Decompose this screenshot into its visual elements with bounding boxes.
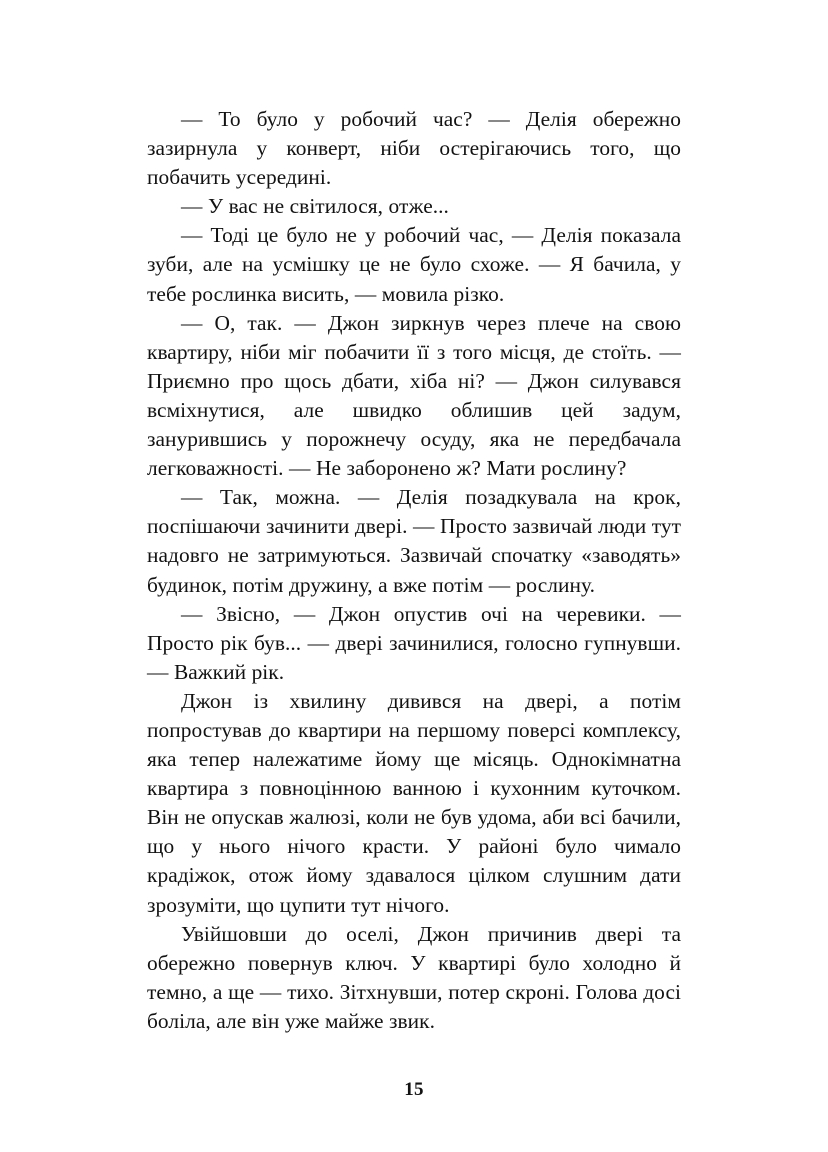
paragraph: Джон із хвилину дивився на двері, а потім попростував до квартири на першому поверсі комплексу, яка тепер належатиме йому ще місяць. Однокімнатна квартира з повноцінною ванною і кухонним куточком. Він не опускав жалюзі, коли не був удома, аби всі бачили, що у нього нічого красти. У районі було чимало крадіжок, отож йому здавалося цілком слушним дати зрозуміти, що цупити тут нічого. [147,688,681,917]
paragraph: — У вас не світилося, отже... [181,194,449,219]
paragraph: — То було у робочий час? — Делія обережно зазирнула у конверт, ніби остерігаючись того, що побачить усередині. [147,107,681,190]
page-number: 15 [404,1079,424,1100]
paragraph: — Звісно, — Джон опустив очі на черевики. — Просто рік був... — двері зачинилися, голосно гупнувши. — Важкий рік. [147,601,681,684]
paragraph: — Так, можна. — Делія позадкувала на крок, поспішаючи зачинити двері. — Просто зазвичай люди тут надовго не затримуються. Зазвичай спочатку «заводять» будинок, потім дружину, а вже потім — рослину. [147,485,681,597]
paragraph: Увійшовши до оселі, Джон причинив двері та обережно повернув ключ. У квартирі було холодно й темно, а ще — тихо. Зітхнувши, потер скроні. Голова досі боліла, але він уже майже звик. [147,921,681,1033]
paragraph: — Тоді це було не у робочий час, — Делія показала зуби, але на усмішку це не було схоже. — Я бачила, у тебе рослинка висить, — мовила різко. [147,223,681,306]
page-text-block [147,105,681,1036]
paragraph: — О, так. — Джон зиркнув через плече на свою квартиру, ніби міг побачити її з того місця, де стоїть. — Приємно про щось дбати, хіба ні? — Джон силувався всміхнутися, але швидко облишив цей задум, занурившись у порожнечу осуду, яка не передбачала легковажності. — Не заборонено ж? Мати рослину? [147,310,681,481]
